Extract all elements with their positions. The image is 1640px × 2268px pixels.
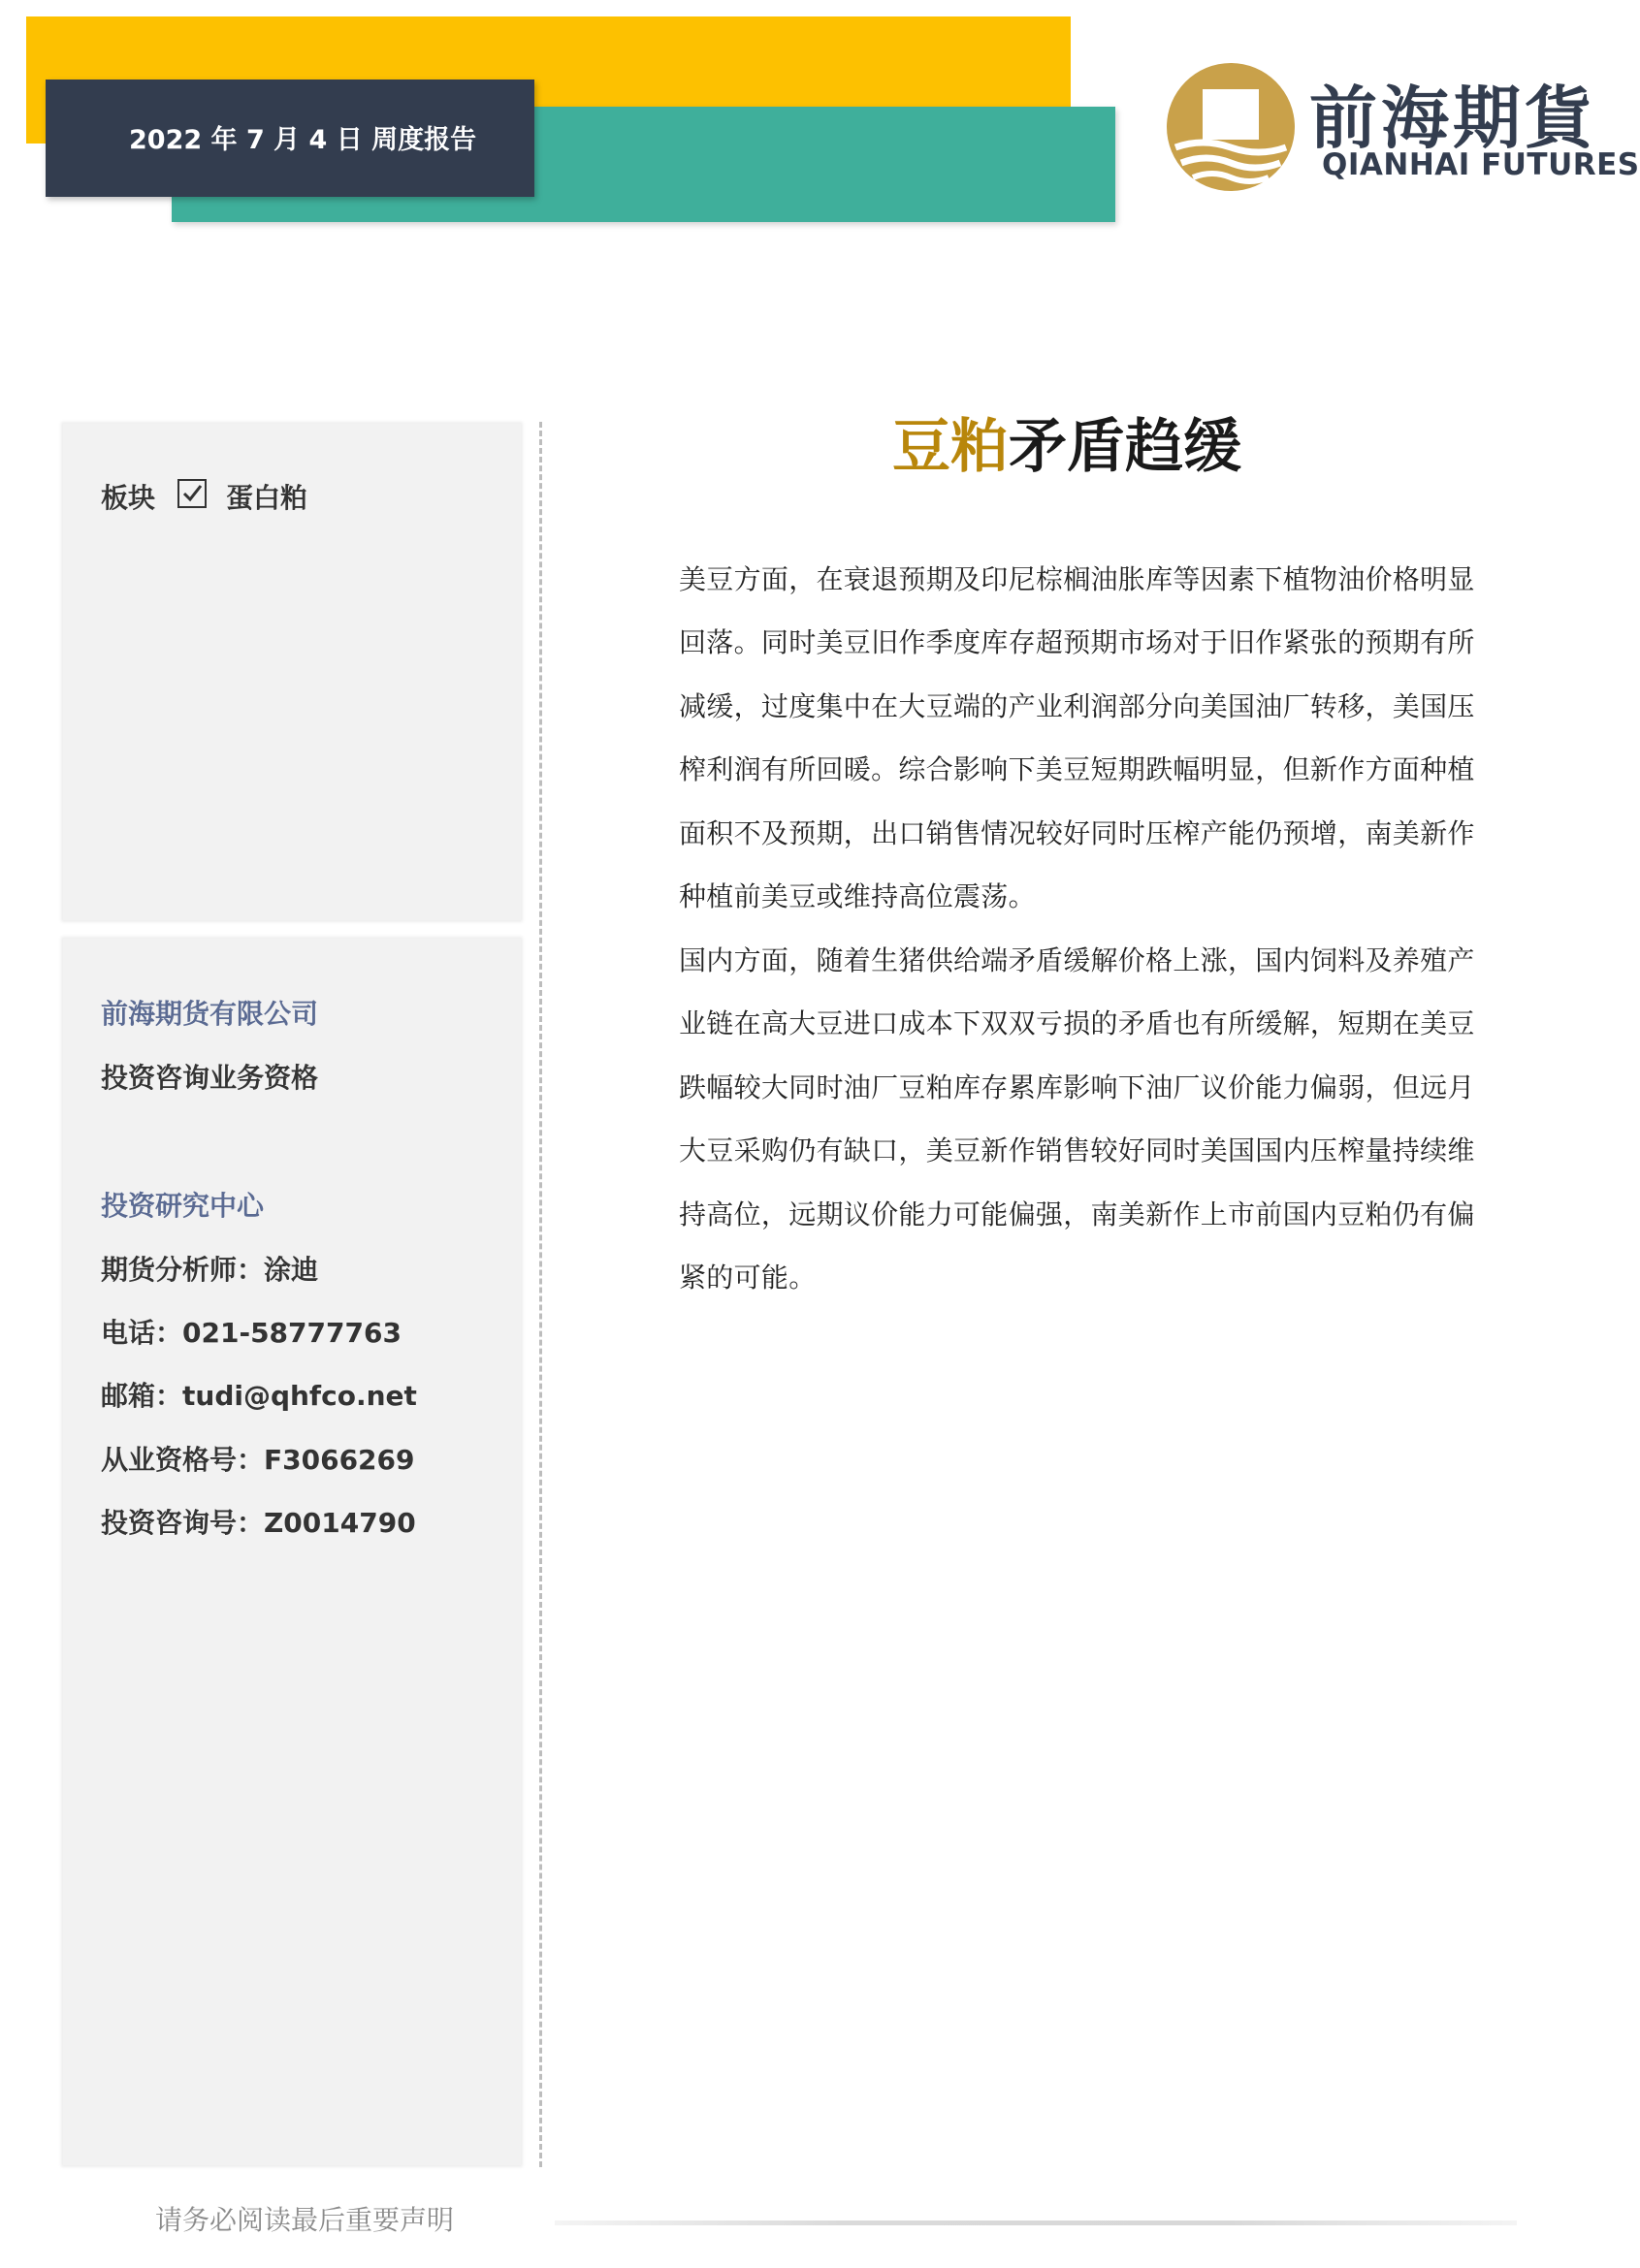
title-highlight: 豆粕	[892, 413, 1009, 481]
body-line: 面积不及预期，出口销售情况较好同时压榨产能仍预增，南美新作	[679, 817, 1475, 849]
title-rest: 矛盾趋缓	[1009, 413, 1241, 481]
license-number: 从业资格号：F3066269	[101, 1444, 415, 1476]
column-divider	[539, 422, 542, 2167]
phone-number: 电话：021-58777763	[101, 1317, 402, 1349]
body-line: 持高位，远期议价能力可能偏强，南美新作上市前国内豆粕仍有偏	[679, 1198, 1475, 1230]
body-line: 减缓，过度集中在大豆端的产业利润部分向美国油厂转移，美国压	[679, 690, 1475, 722]
report-title	[892, 400, 1241, 484]
body-line: 回落。同时美豆旧作季度库存超预期市场对于旧作紧张的预期有所	[679, 626, 1475, 658]
footer-rule	[555, 2220, 1517, 2225]
analyst-name: 期货分析师：涂迪	[101, 1254, 319, 1286]
body-line: 业链在高大豆进口成本下双双亏损的矛盾也有所缓解，短期在美豆	[679, 1007, 1475, 1039]
body-line: 榨利润有所回暖。综合影响下美豆短期跌幅明显，但新作方面种植	[679, 753, 1475, 785]
qualification-label: 投资咨询业务资格	[101, 1062, 319, 1094]
company-name: 前海期货有限公司	[101, 998, 319, 1030]
body-line: 美豆方面，在衰退预期及印尼棕榈油胀库等因素下植物油价格明显	[679, 563, 1475, 595]
header-date-band	[46, 80, 534, 197]
body-line: 国内方面，随着生猪供给端矛盾缓解价格上涨，国内饲料及养殖产	[679, 944, 1475, 976]
checkbox-checked-icon	[177, 479, 207, 508]
body-line: 紧的可能。	[679, 1262, 817, 1294]
sector-value: 蛋白粕	[226, 482, 308, 514]
contact-panel	[63, 939, 521, 2165]
body-line: 种植前美豆或维持高位震荡。	[679, 880, 1036, 912]
qianhai-logo-icon	[1164, 60, 1298, 194]
report-date-label: 2022 年 7 月 4 日 周度报告	[129, 125, 477, 155]
sector-label: 板块	[101, 482, 156, 514]
body-line: 大豆采购仍有缺口，美豆新作销售较好同时美国国内压榨量持续维	[679, 1134, 1475, 1166]
body-line: 跌幅较大同时油厂豆粕库存累库影响下油厂议价能力偏弱，但远月	[679, 1071, 1475, 1103]
footer-disclaimer-note: 请务必阅读最后重要声明	[155, 2204, 455, 2236]
email-address[interactable]: 邮箱：tudi@qhfco.net	[101, 1380, 417, 1412]
consult-number: 投资咨询号：Z0014790	[101, 1507, 416, 1539]
logo-text-en: QIANHAI FUTURES	[1322, 147, 1640, 182]
research-center-label: 投资研究中心	[101, 1190, 265, 1222]
logo-text-cn: 前海期貨	[1309, 78, 1596, 158]
